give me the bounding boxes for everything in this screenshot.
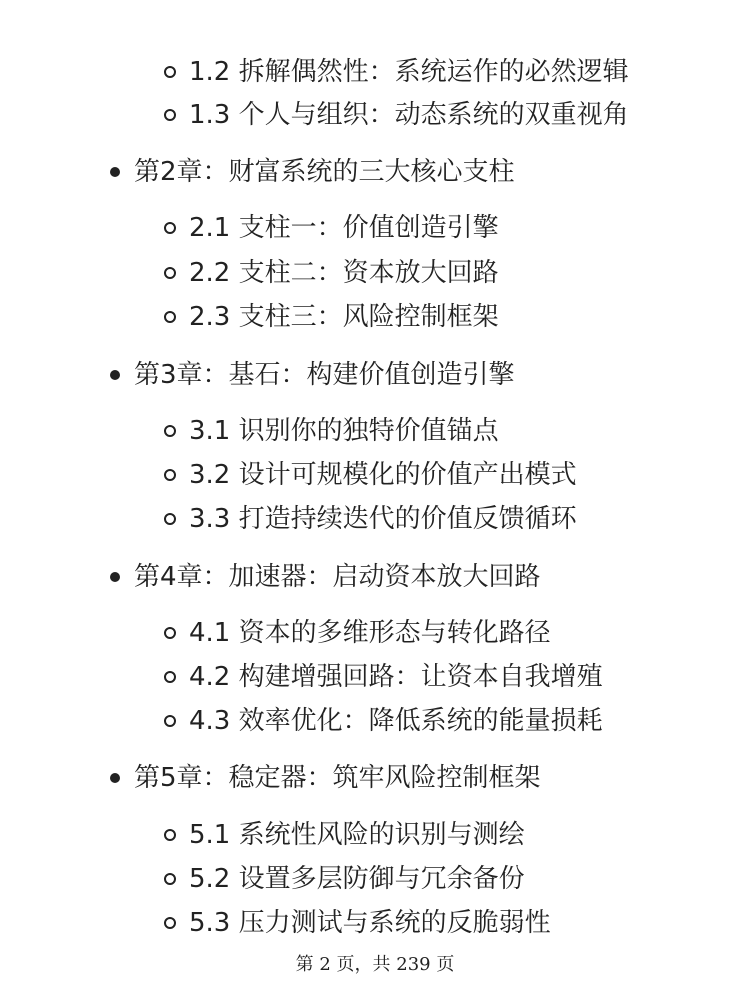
circle-bullet-icon <box>164 66 176 78</box>
toc-item-text: 第5章：稳定器：筑牢风险控制框架 <box>134 763 541 793</box>
toc-item-text: 第4章：加速器：启动资本放大回路 <box>134 562 541 592</box>
toc-item-text: 第3章：基石：构建价值创造引擎 <box>134 360 515 390</box>
page-number-footer: 第 2 页，共 239 页 <box>295 954 455 975</box>
toc-item-text: 5.2 设置多层防御与冗余备份 <box>189 864 525 894</box>
circle-bullet-icon <box>164 222 176 234</box>
toc-item-text: 3.3 打造持续迭代的价值反馈循环 <box>189 504 577 534</box>
toc-item-text: 5.3 压力测试与系统的反脆弱性 <box>189 908 551 938</box>
circle-bullet-icon <box>164 829 176 841</box>
toc-item-text: 4.2 构建增强回路：让资本自我增殖 <box>189 662 603 692</box>
toc-item-text: 2.2 支柱二：资本放大回路 <box>189 258 499 288</box>
disc-bullet-icon <box>110 370 120 380</box>
toc-item-text: 1.3 个人与组织：动态系统的双重视角 <box>189 100 629 130</box>
disc-bullet-icon <box>110 167 120 177</box>
circle-bullet-icon <box>164 627 176 639</box>
toc-item-text: 5.1 系统性风险的识别与测绘 <box>189 820 525 850</box>
toc-item-text: 4.1 资本的多维形态与转化路径 <box>189 618 551 648</box>
circle-bullet-icon <box>164 267 176 279</box>
circle-bullet-icon <box>164 469 176 481</box>
circle-bullet-icon <box>164 715 176 727</box>
circle-bullet-icon <box>164 513 176 525</box>
toc-item-text: 1.2 拆解偶然性：系统运作的必然逻辑 <box>189 57 629 87</box>
toc-item-text: 2.1 支柱一：价值创造引擎 <box>189 213 499 243</box>
circle-bullet-icon <box>164 425 176 437</box>
toc-item-text: 3.1 识别你的独特价值锚点 <box>189 416 499 446</box>
disc-bullet-icon <box>110 572 120 582</box>
circle-bullet-icon <box>164 917 176 929</box>
circle-bullet-icon <box>164 671 176 683</box>
circle-bullet-icon <box>164 873 176 885</box>
circle-bullet-icon <box>164 311 176 323</box>
toc-item-text: 3.2 设计可规模化的价值产出模式 <box>189 460 577 490</box>
toc-item-text: 2.3 支柱三：风险控制框架 <box>189 302 499 332</box>
toc-item-text: 第2章：财富系统的三大核心支柱 <box>134 157 515 187</box>
toc-item-text: 4.3 效率优化：降低系统的能量损耗 <box>189 706 603 736</box>
circle-bullet-icon <box>164 109 176 121</box>
disc-bullet-icon <box>110 773 120 783</box>
